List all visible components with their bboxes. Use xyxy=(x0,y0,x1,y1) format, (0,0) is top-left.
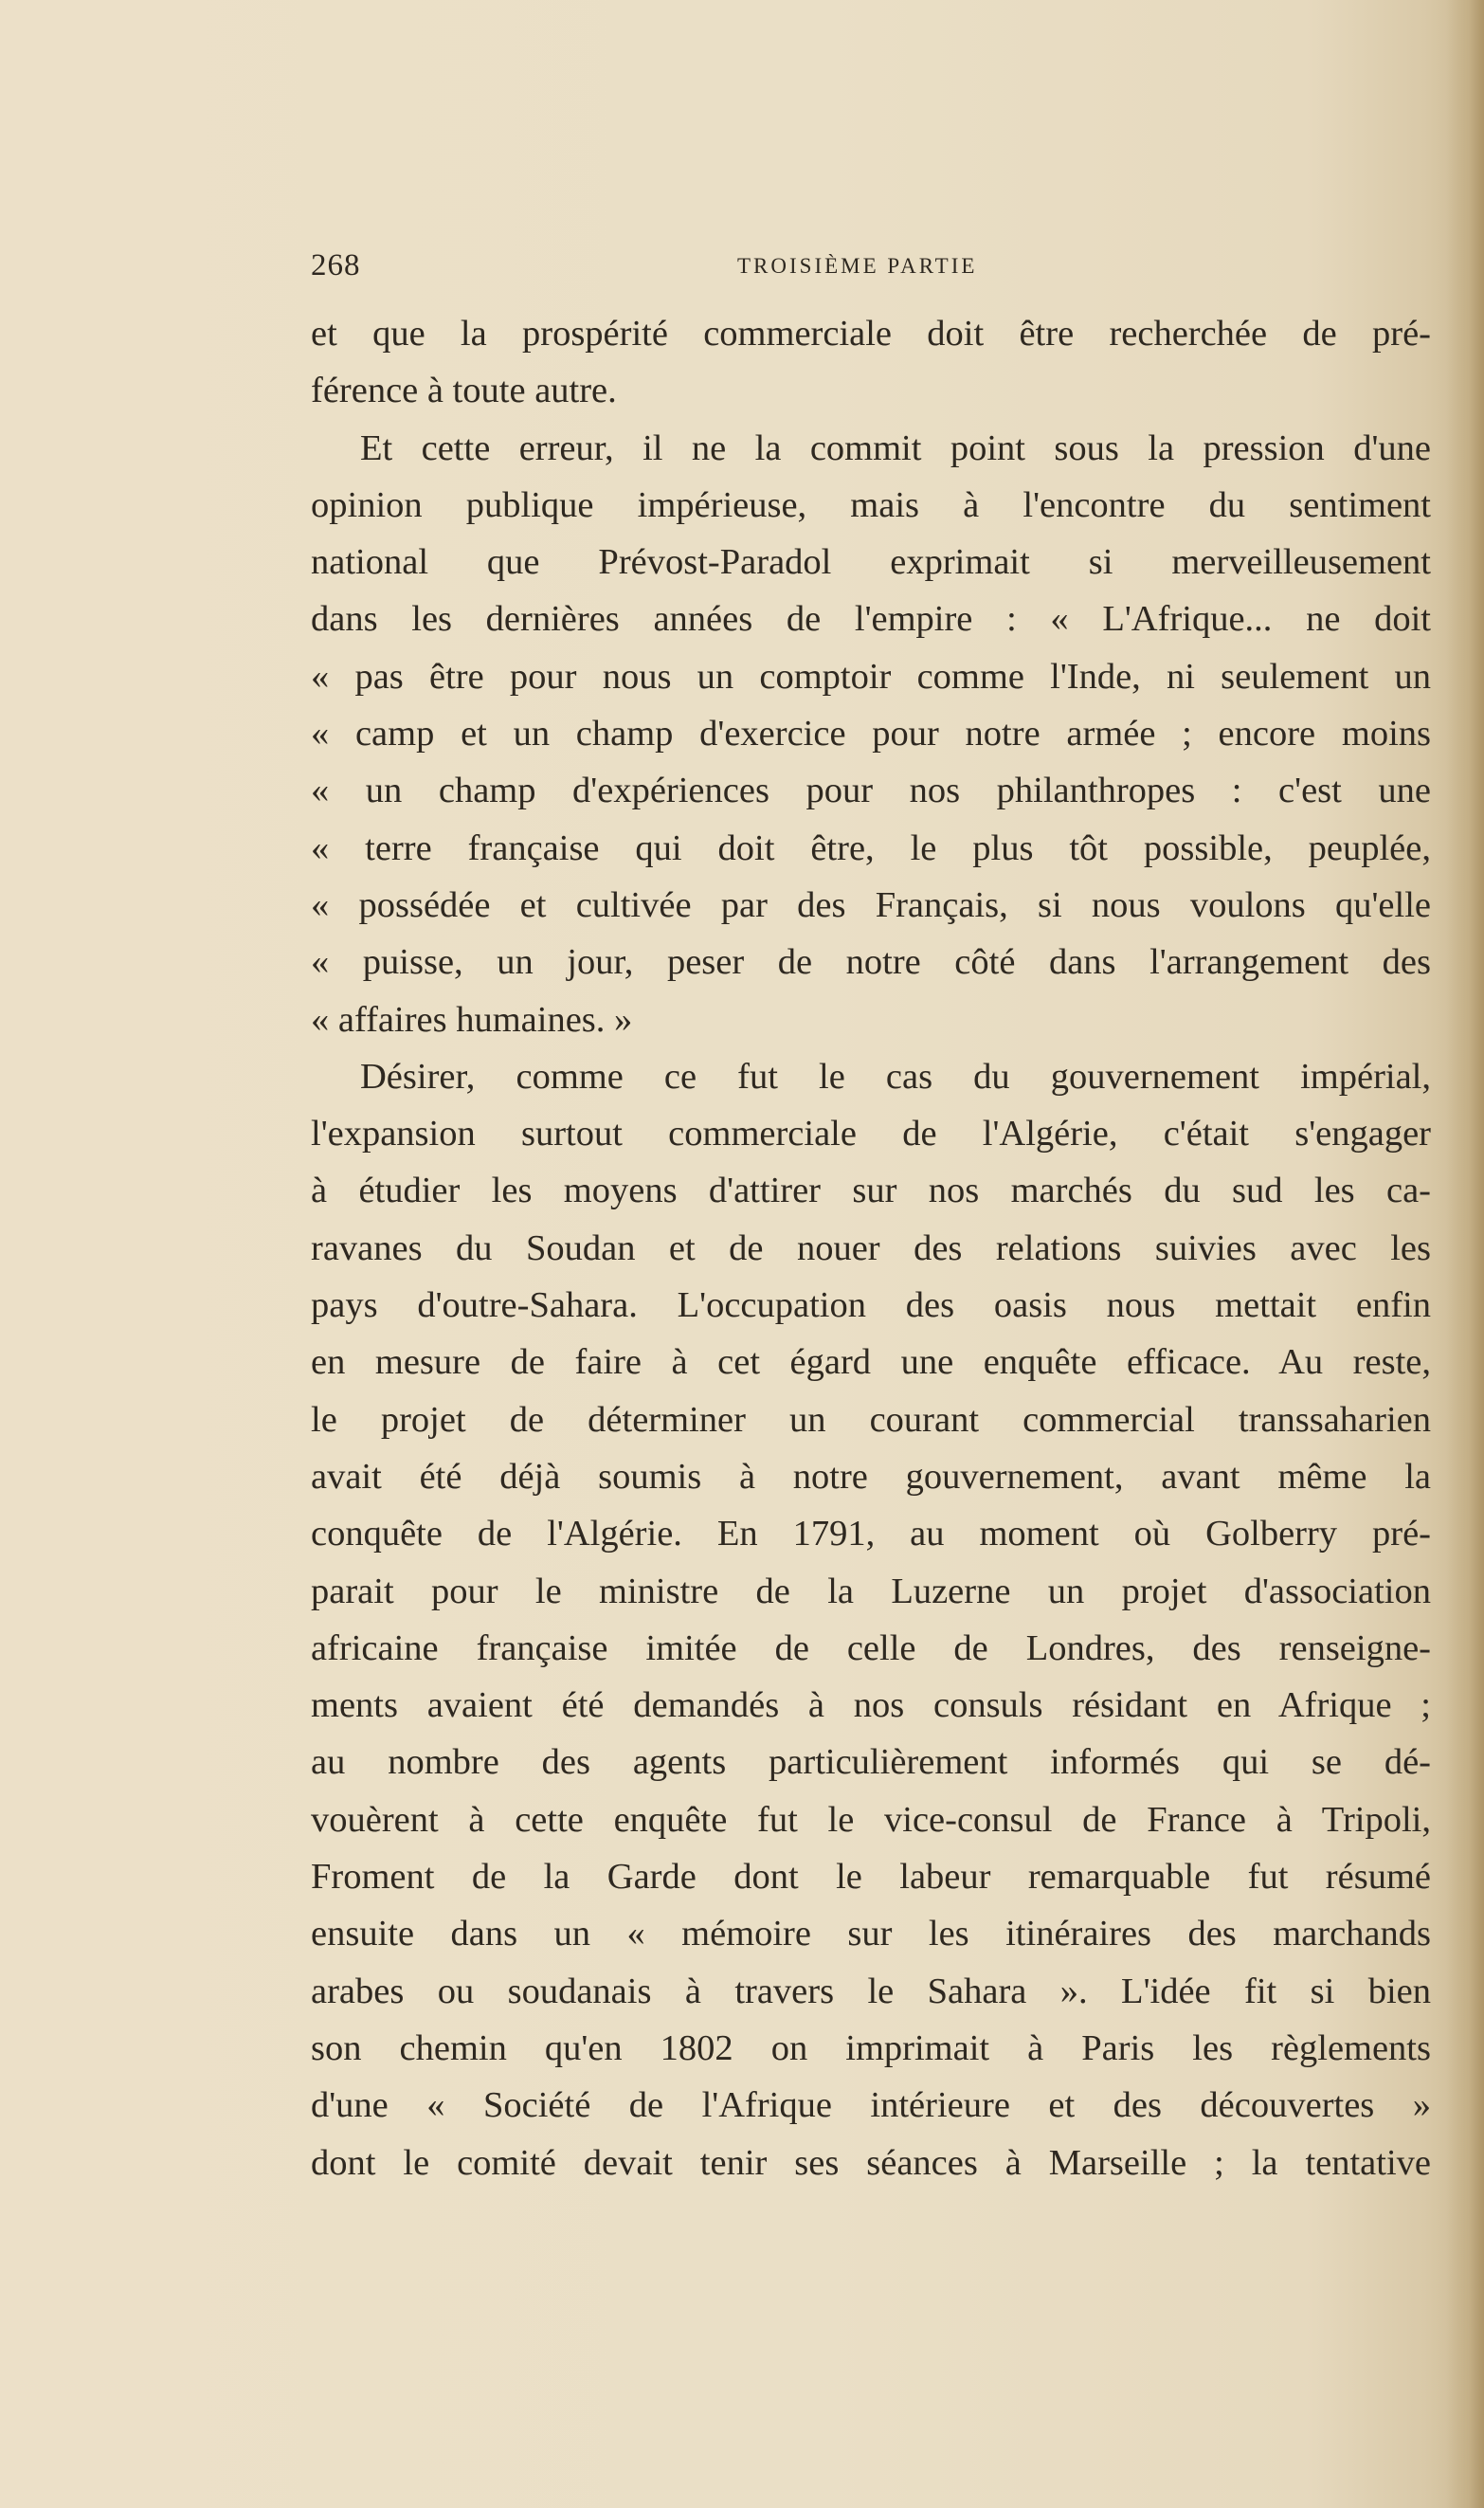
text-line: « camp et un champ d'exercice pour notre armée ; encore moins xyxy=(311,714,1431,754)
text-line: national que Prévost-Paradol exprimait si merveilleusement xyxy=(311,542,1431,583)
text-line: vouèrent à cette enquête fut le vice-consul de France à Tripoli, xyxy=(311,1799,1431,1840)
text-line: ments avaient été demandés à nos consuls résidant en Afrique ; xyxy=(311,1685,1431,1726)
text-line: Et cette erreur, il ne la commit point sous la pression d'une xyxy=(360,427,1431,468)
text-line: « un champ d'expériences pour nos philanthropes : c'est une xyxy=(311,771,1431,811)
text-line: au nombre des agents particulièrement informés qui se dé- xyxy=(311,1742,1431,1783)
text-line: parait pour le ministre de la Luzerne un projet d'association xyxy=(311,1571,1431,1611)
text-line: avait été déjà soumis à notre gouvernement, avant même la xyxy=(311,1456,1431,1497)
text-line: ravanes du Soudan et de nouer des relations suivies avec les xyxy=(311,1227,1431,1268)
text-line: férence à toute autre. xyxy=(311,371,617,411)
text-line: et que la prospérité commerciale doit être recherchée de pré- xyxy=(311,314,1431,354)
page-number: 268 xyxy=(311,248,361,282)
text-line: dont le comité devait tenir ses séances à Marseille ; la tentative xyxy=(311,2142,1431,2183)
body-text xyxy=(311,305,1431,2191)
text-line: « affaires humaines. » xyxy=(311,999,633,1040)
text-line: Froment de la Garde dont le labeur remarquable fut résumé xyxy=(311,1857,1431,1898)
text-line: son chemin qu'en 1802 on imprimait à Paris les règlements xyxy=(311,2027,1431,2068)
page-edge-shadow xyxy=(1446,0,1484,2508)
text-line: d'une « Société de l'Afrique intérieure et des découvertes » xyxy=(311,2085,1431,2126)
text-line: « puisse, un jour, peser de notre côté dans l'arrangement des xyxy=(311,942,1431,983)
text-line: arabes ou soudanais à travers le Sahara ». L'idée fit si bien xyxy=(311,1971,1431,2011)
text-line: Désirer, comme ce fut le cas du gouvernement impérial, xyxy=(360,1056,1431,1097)
text-line: dans les dernières années de l'empire : « L'Afrique... ne doit xyxy=(311,599,1431,640)
text-line: « pas être pour nous un comptoir comme l'Inde, ni seulement un xyxy=(311,656,1431,697)
text-line: ensuite dans un « mémoire sur les itinéraires des marchands xyxy=(311,1914,1431,1954)
text-line: en mesure de faire à cet égard une enquête efficace. Au reste, xyxy=(311,1342,1431,1383)
text-line: opinion publique impérieuse, mais à l'encontre du sentiment xyxy=(311,484,1431,525)
text-line: l'expansion surtout commerciale de l'Algérie, c'était s'engager xyxy=(311,1114,1431,1154)
running-head xyxy=(311,248,1429,286)
text-line: africaine française imitée de celle de Londres, des renseigne- xyxy=(311,1627,1431,1668)
text-line: conquête de l'Algérie. En 1791, au moment où Golberry pré- xyxy=(311,1514,1431,1554)
text-line: le projet de déterminer un courant commercial transsaharien xyxy=(311,1399,1431,1440)
text-line: « terre française qui doit être, le plus tôt possible, peuplée, xyxy=(311,827,1431,868)
running-title: TROISIÈME PARTIE xyxy=(737,254,978,278)
text-line: à étudier les moyens d'attirer sur nos marchés du sud les ca- xyxy=(311,1171,1431,1211)
text-line: pays d'outre-Sahara. L'occupation des oasis nous mettait enfin xyxy=(311,1285,1431,1326)
text-line: « possédée et cultivée par des Français, si nous voulons qu'elle xyxy=(311,884,1431,925)
